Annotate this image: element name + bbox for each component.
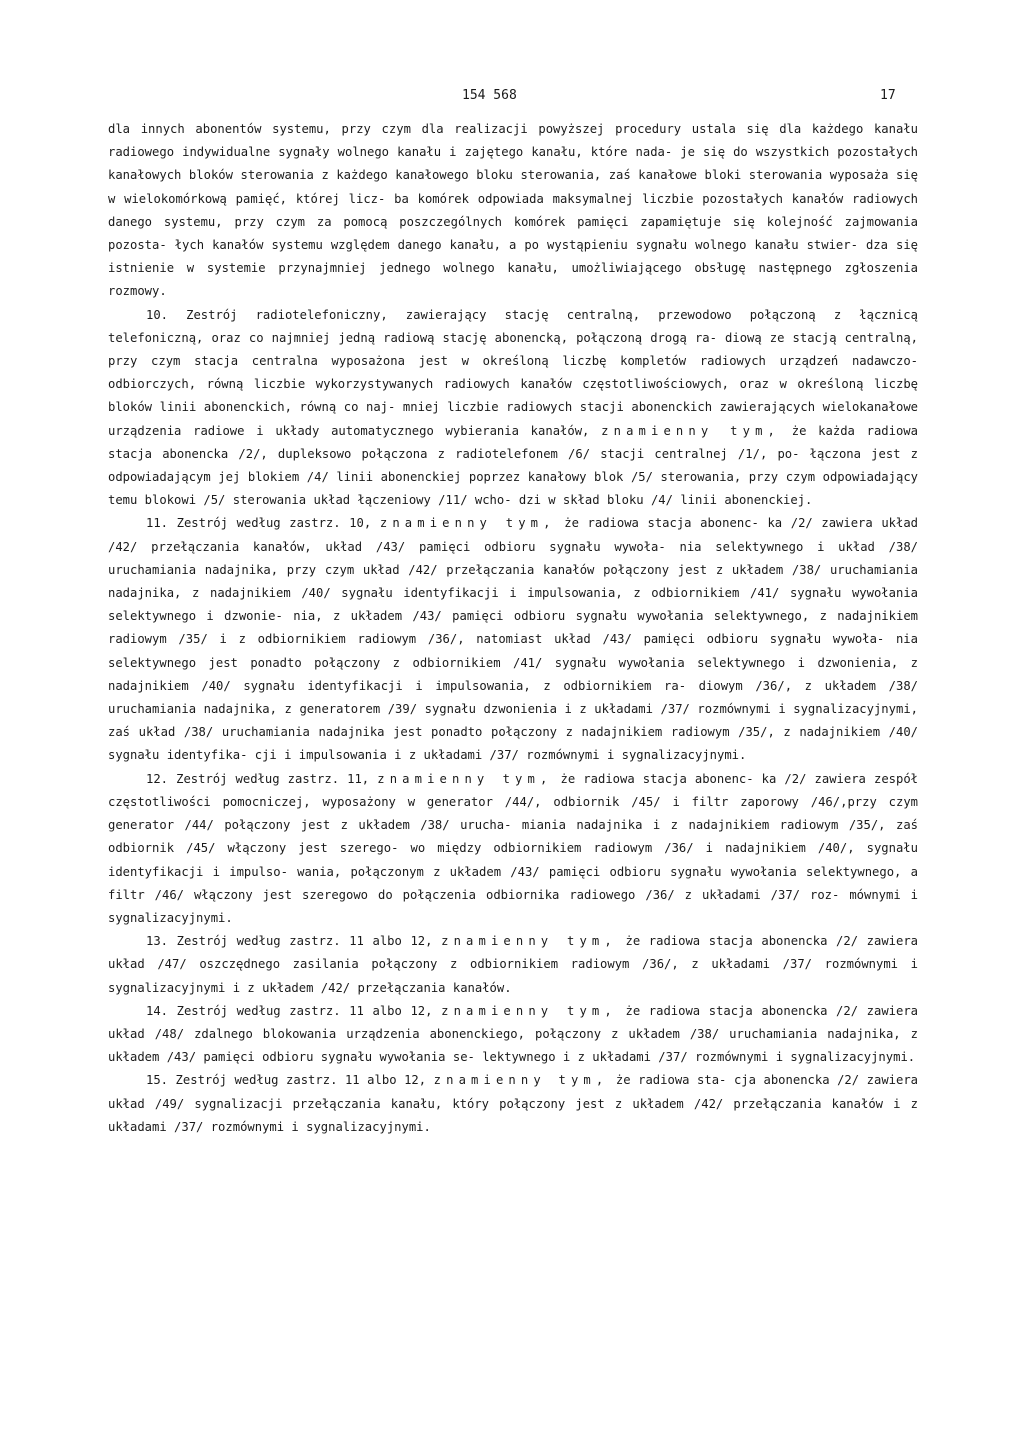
claim-text-before: 10. Zestrój radiotelefoniczny, zawierający stację centralną, przewodowo połączoną z łącznicą telefoniczną, oraz co najmniej jedną radiową stację abonencką, połączoną drogą ra- diową ze stacją centralną, przy czym stacja centralna wyposażona jest w określoną liczbę kompletów radiowych urządzeń nadawczo-odbiorczych, równą liczbie wykorzystywanych radiowych kanałów częstotliwościowych, oraz w określoną liczbę bloków linii abonenckich, równą co naj- mniej liczbie radiowych stacji abonenckich zawierających wielokanałowe urządzenia radiowe i układy automatycznego wybierania kanałów, [108,307,918,438]
claim-text-before: 13. Zestrój według zastrz. 11 albo 12, [146,934,433,949]
claim-keyword: znamienny tym, [441,934,617,949]
claim-text-after: że radiowa stacja abonencka /2/ zawiera układ /47/ oszczędnego zasilania połączony z odbiornikiem radiowym /36/, z układami /37/ rozmównymi i sygnalizacyjnymi i z układem /42/ przełączania kanałów. [108,934,919,995]
claim-text-before: 14. Zestrój według zastrz. 11 albo 12, [146,1003,433,1018]
claim-text-before: 11. Zestrój według zastrz. 10, [146,516,372,531]
claim-text-after: że radiowa stacja abonencka /2/ zawiera układ /48/ zdalnego blokowania urządzenia abonenckiego, połączony z układem /38/ uruchamiania nadajnika, z układem /43/ pamięci odbioru sygnału wywołania se- lektywnego i z układami /37/ rozmównymi i sygnalizacyjnymi. [108,1003,919,1065]
claim-keyword: znamienny tym, [433,1073,609,1088]
claim-10 [108,304,918,513]
claim-keyword: znamienny tym, [601,423,781,438]
continuation-paragraph: dla innych abonentów systemu, przy czym dla realizacji powyższej procedury ustala się dla każdego kanału radiowego indywidualne sygnały wolnego kanału i zajętego kanału, które nada- je się do wszystkich pozostałych kanałowych bloków sterowania z każdego kanałowego bloku sterowania, zaś kanałowe bloki sterowania wyposaża się w wielokomórkową pamięć, której licz- ba komórek odpowiada maksymalnej liczbie pozostałych kanałów radiowych danego systemu, przy czym za pomocą poszczególnych komórek pamięci zapamiętuje się kolejność zajmowania pozosta- łych kanałów systemu względem danego kanału, a po wystąpieniu sygnału wolnego kanału stwier- dza się istnienie w systemie przynajmniej jednego wolnego kanału, umożliwiającego obsługę następnego zgłoszenia rozmowy. [108,122,918,299]
claim-text-after: że każda radiowa stacja abonencka /2/, dupleksowo połączona z radiotelefonem /6/ stacji centralnej /1/, po- łączona jest z odpowiadającym jej blokiem /4/ linii abonenckiej poprzez kanałowy blok /5/ sterowania, przy czym odpowiadający temu blokowi /5/ sterowania układ łączeniowy /11/ wcho- dzi w skład bloku /4/ linii abonenckiej. [108,423,918,508]
claim-text-after: że radiowa stacja abonenc- ka /2/ zawiera zespół częstotliwości pomocniczej, wyposażony w generator /44/, odbiornik /45/ i filtr zaporowy /46/,przy czym generator /44/ połączony jest z układem /38/ urucha- miania nadajnika i z nadajnikiem radiowym /35/, zaś odbiornik /45/ włączony jest szerego- wo między odbiornikiem radiowym /36/ i nadajnikiem /40/, sygnału identyfikacji i impulso- wania, połączonym z układem /43/ pamięci odbioru sygnału wywołania selektywnego, a filtr /46/ włączony jest szeregowo do połączenia odbiornika radiowego /36/ z układami /37/ roz- mównymi i sygnalizacyjnymi. [108,771,919,925]
page-header [0,88,1024,108]
claim-text-before: 12. Zestrój według zastrz. 11, [146,771,370,786]
claim-keyword: znamienny tym, [441,1003,617,1018]
claim-text-after: że radiowa sta- cja abonencka /2/ zawiera układ /49/ sygnalizacji przełączania kanału, który połączony jest z układem /42/ przełączania kanałów i z układami /37/ rozmównymi i sygnalizacyjnymi. [108,1073,919,1134]
page-number: 17 [880,88,896,103]
claim-text-before: 15. Zestrój według zastrz. 11 albo 12, [146,1073,427,1088]
claim-12 [108,768,918,930]
claim-keyword: znamienny tym, [377,771,553,786]
claim-14 [108,1000,918,1070]
claim-keyword: znamienny tym, [379,516,556,531]
claim-15 [108,1069,918,1139]
claim-text-after: że radiowa stacja abonenc- ka /2/ zawiera układ /42/ przełączania kanałów, układ /43/ pamięci odbioru sygnału wywoła- nia selektywnego i układ /38/ uruchamiania nadajnika, przy czym układ /42/ przełączania kanałów połączony jest z układem /38/ uruchamiania nadajnika, z nadajnikiem /40/ sygnału identyfikacji i impulsowania, z odbiornikiem /41/ sygnału wywołania selektywnego i dzwonie- nia, z układem /43/ pamięci odbioru sygnału wywołania selektywnego, z nadajnikiem radiowym /35/ i z odbiornikiem radiowym /36/, natomiast układ /43/ pamięci odbioru sygnału wywoła- nia selektywnego jest ponadto połączony z odbiornikiem /41/ sygnału wywołania selektywnego i dzwonienia, z nadajnikiem /40/ sygnału identyfikacji i impulsowania, z odbiornikiem ra- diowym /36/, z układem /38/ uruchamiania nadajnika, z generatorem /39/ sygnału dzwonienia i z układami /37/ rozmównymi i sygnalizacyjnymi, zaś układ /38/ uruchamiania nadajnika jest ponadto połączony z nadajnikiem radiowym /35/, z nadajnikiem /40/ sygnału identyfika- cji i impulsowania i z układami /37/ rozmównymi i sygnalizacyjnymi. [108,516,919,763]
document-number: 154 568 [462,88,517,103]
claim-13 [108,930,918,1000]
page-body [108,118,918,1139]
claim-11 [108,512,918,767]
